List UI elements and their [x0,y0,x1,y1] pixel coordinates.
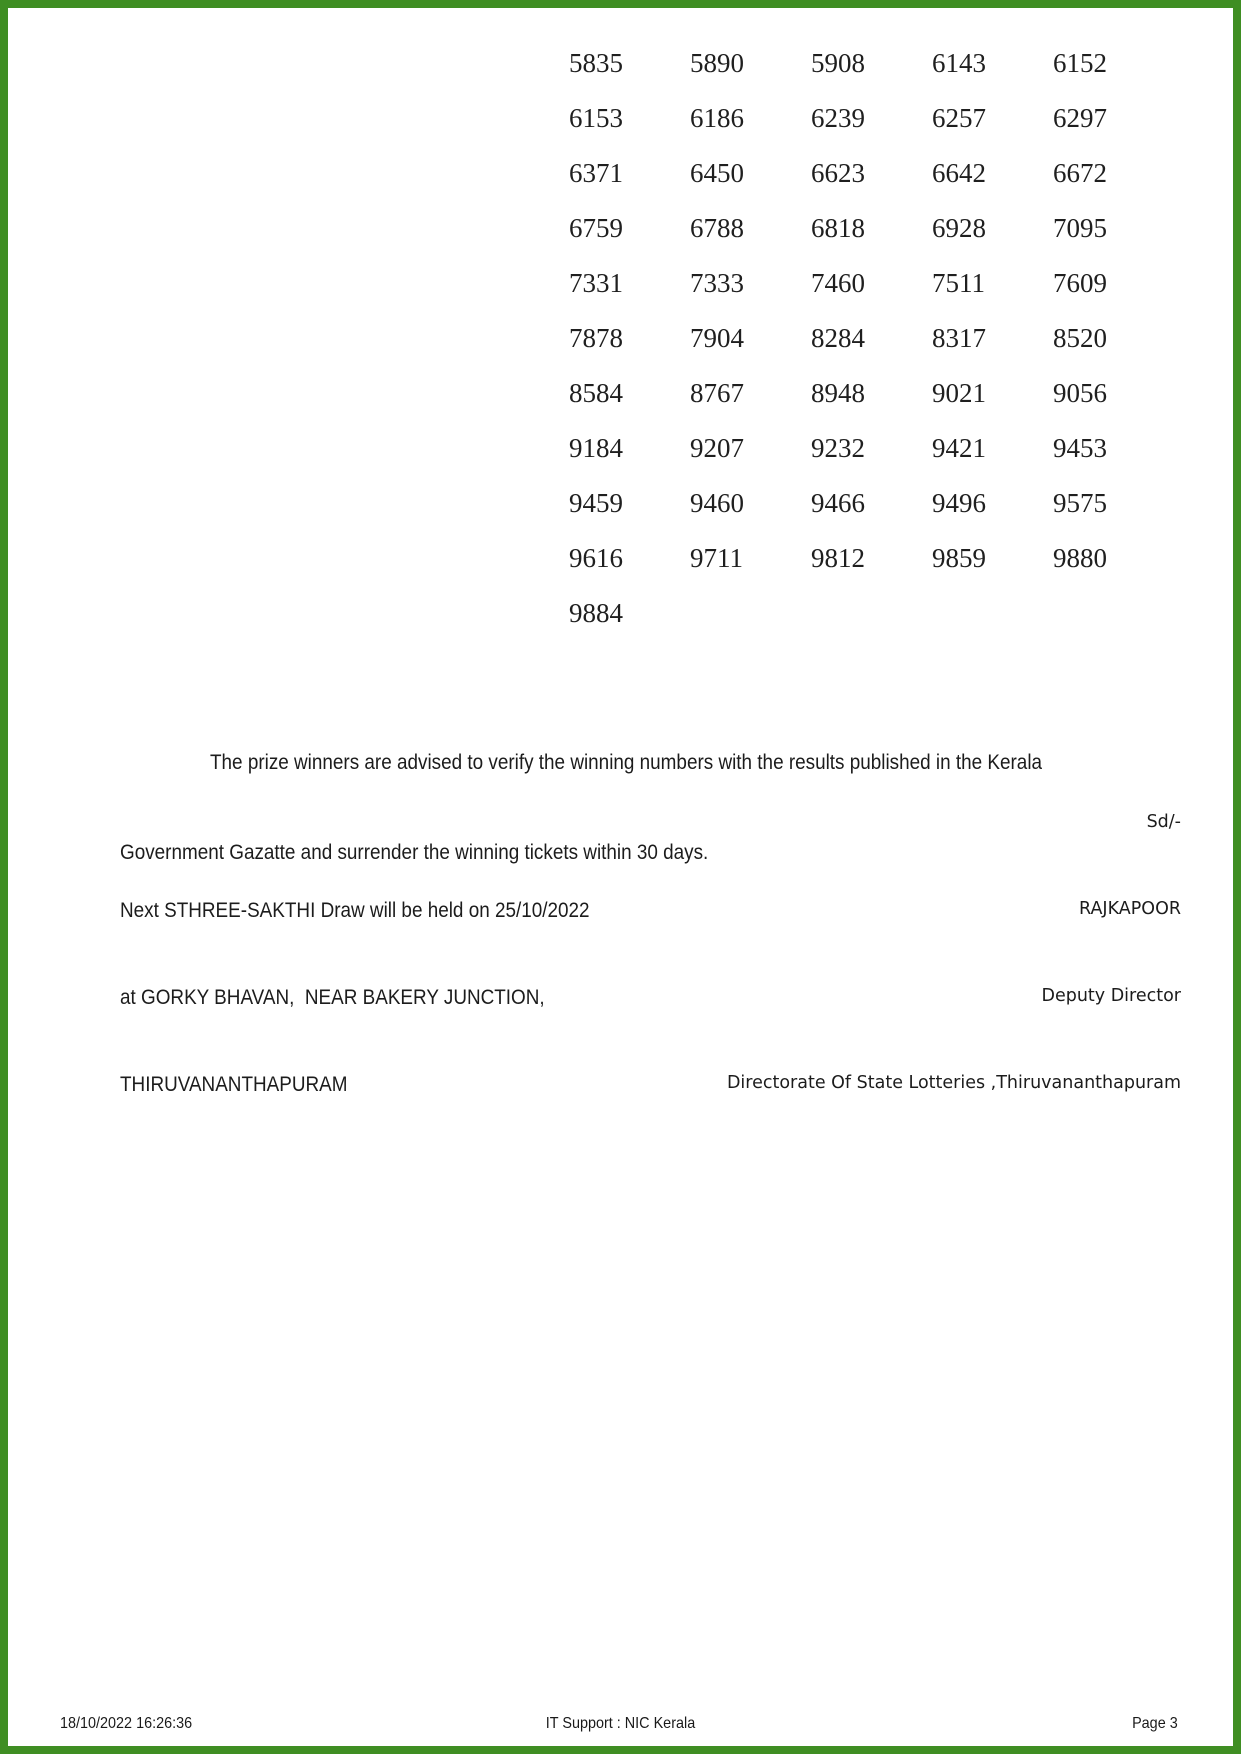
winning-numbers-grid [569,36,1174,641]
next-draw-line-3: THIRUVANANTHAPURAM [120,1073,348,1096]
winning-number: 7511 [932,268,985,298]
winning-number: 7333 [690,268,744,298]
footer-datetime: 18/10/2022 16:26:36 [60,1715,193,1732]
winning-number: 6928 [932,213,986,243]
winning-number: 6759 [569,213,623,243]
winning-number: 6788 [690,213,744,243]
winning-number: 9812 [811,543,865,573]
winning-number: 7095 [1053,213,1107,243]
winning-number: 6450 [690,158,744,188]
winning-number: 9616 [569,543,623,573]
winning-number: 8767 [690,378,744,408]
winning-number: 9575 [1053,488,1107,518]
winning-number: 5835 [569,48,623,78]
footer-page-number: Page 3 [1132,1715,1178,1732]
winning-number: 8284 [811,323,865,353]
winning-number: 6623 [811,158,865,188]
winning-number: 6153 [569,103,623,133]
winning-number: 5908 [811,48,865,78]
winning-number: 6818 [811,213,865,243]
winning-number: 6642 [932,158,986,188]
winning-number: 7878 [569,323,623,353]
winning-number: 9207 [690,433,744,463]
winning-number: 9184 [569,433,623,463]
winning-number: 8584 [569,378,623,408]
notice-line-1: The prize winners are advised to verify the winning numbers with the results published in the Kerala [210,751,1043,774]
winning-number: 9453 [1053,433,1107,463]
winning-number: 9880 [1053,543,1107,573]
winning-number: 9459 [569,488,623,518]
winning-number: 8520 [1053,323,1107,353]
next-draw-info [120,838,590,1157]
winning-number: 9466 [811,488,865,518]
winning-number: 9056 [1053,378,1107,408]
winning-number: 6152 [1053,48,1107,78]
winning-number: 9021 [932,378,986,408]
winning-number: 8948 [811,378,865,408]
signature-title: Deputy Director [1041,986,1181,1006]
next-draw-line-1: Next STHREE-SAKTHI Draw will be held on 25/10/2022 [120,899,590,922]
next-draw-line-2: at GORKY BHAVAN, NEAR BAKERY JUNCTION, [120,986,545,1009]
winning-number: 6143 [932,48,986,78]
winning-number: 6257 [932,103,986,133]
signature-name: RAJKAPOOR [1079,899,1181,919]
notice-line-2: Government Gazatte and surrender the winning tickets within 30 days. [120,841,709,864]
winning-number: 6297 [1053,103,1107,133]
winning-number: 7331 [569,268,623,298]
winning-number: 9711 [690,543,743,573]
winning-number: 7904 [690,323,744,353]
winning-number: 9421 [932,433,986,463]
winning-number: 6186 [690,103,744,133]
winning-number: 6371 [569,158,623,188]
winning-number: 9496 [932,488,986,518]
winning-number: 9884 [569,598,623,628]
footer-support-text: IT Support : NIC Kerala [545,1715,696,1732]
winning-number: 5890 [690,48,744,78]
page-footer [8,1713,1233,1735]
winning-number: 9232 [811,433,865,463]
winning-number: 9859 [932,543,986,573]
winning-number: 8317 [932,323,986,353]
signature-office: Directorate Of State Lotteries ,Thiruvananthapuram [726,1073,1181,1093]
signature-sd: Sd/- [1146,812,1181,832]
winning-number: 7609 [1053,268,1107,298]
winning-number: 9460 [690,488,744,518]
winning-number: 7460 [811,268,865,298]
signature-block [727,750,1181,1156]
winning-number: 6672 [1053,158,1107,188]
winning-number: 6239 [811,103,865,133]
